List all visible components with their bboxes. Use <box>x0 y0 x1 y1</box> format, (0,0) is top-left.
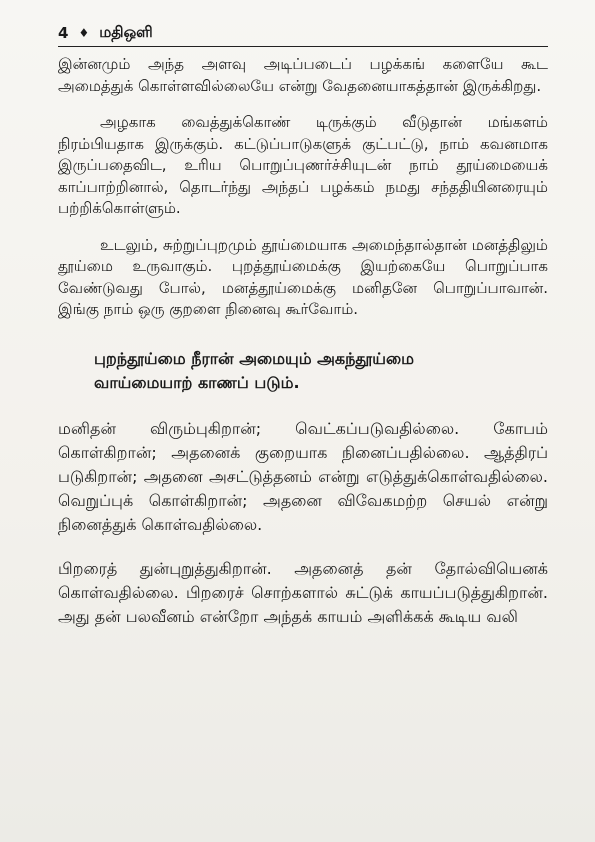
kural-line-1: புறந்தூய்மை நீரான் அமையும் அகந்தூய்மை <box>94 348 415 368</box>
page-number: 4 <box>58 24 69 42</box>
paragraph-4: மனிதன் விரும்புகிறான்; வெட்கப்படுவதில்லை. கோபம் கொள்கிறான்; அதனைக் குறையாக நினைப்பதில்லை. ஆத்திரப் படுகிறான்; அதனை அசட்டுத்தனம் என்று எடுத்துக்கொள்வதில்லை. வெறுப்புக் கொள்கிறான்; அதனை விவேகமற்ற செயல் என்று நினைத்துக் கொள்வதில்லை. <box>58 418 548 534</box>
page-header <box>58 22 548 44</box>
diamond-icon: ♦ <box>78 26 90 40</box>
page-body <box>58 54 548 649</box>
paragraph-1: இன்னமும் அந்த அளவு அடிப்படைப் பழக்கங் களையே கூட அமைத்துக் கொள்ளவில்லையே என்று வேதனையாகத்தான் இருக்கிறது. <box>58 55 548 95</box>
running-title: மதிஒளி <box>99 23 153 41</box>
kural-line-2: வாய்மையாற் காணப் படும். <box>94 372 300 392</box>
header-rule <box>58 46 548 47</box>
kural-quote <box>94 347 548 395</box>
paragraph-5: பிறரைத் துன்புறுத்துகிறான். அதனைத் தன் தோல்வியெனக் கொள்வதில்லை. பிறரைச் சொற்களால் சுட்டுக் காயப்படுத்துகிறான். அது தன் பலவீனம் என்றோ அந்தக் காயம் அளிக்கக் கூடிய வலி <box>58 558 548 626</box>
paragraph-2: அழகாக வைத்துக்கொண் டிருக்கும் வீடுதான் மங்களம் நிரம்பியதாக இருக்கும். கட்டுப்பாடுகளுக் குட்பட்டு, நாம் கவனமாக இருப்பதைவிட, உரிய பொறுப்புணர்ச்சியுடன் நாம் தூய்மையைக் காப்பாற்றினால், தொடர்ந்து அந்தப் பழக்கம் நமது சந்ததியினரையும் பற்றிக்கொள்ளும். <box>58 113 548 217</box>
paragraph-3: உடலும், சுற்றுப்புறமும் தூய்மையாக அமைந்தால்தான் மனத்திலும் தூய்மை உருவாகும். புறத்தூய்மைக்கு இயற்கையே பொறுப்பாக வேண்டுவது போல், மனத்தூய்மைக்கு மனிதனே பொறுப்பாவான். இங்கு நாம் ஒரு குறளை நினைவு கூர்வோம். <box>58 235 548 318</box>
